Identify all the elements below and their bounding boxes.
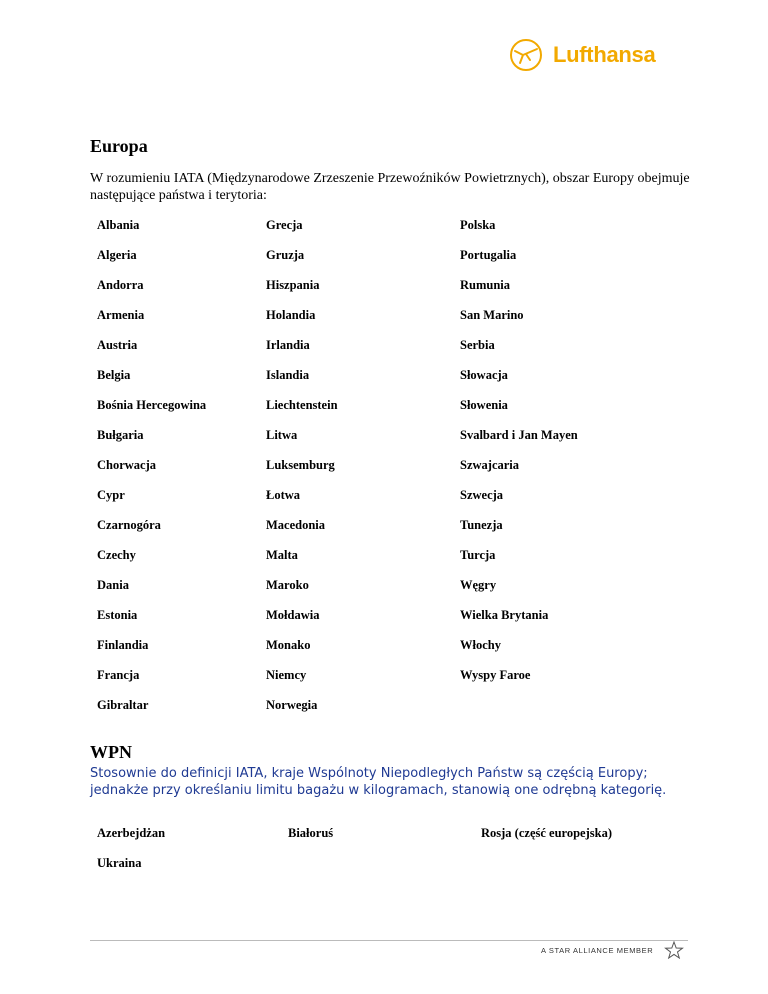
europe-country: Austria [97, 338, 138, 352]
europe-country: Węgry [460, 578, 497, 592]
europe-country: Wyspy Faroe [460, 668, 531, 682]
europe-country: Włochy [460, 638, 501, 652]
europe-country: Algeria [97, 248, 137, 262]
europe-country: Liechtenstein [266, 398, 338, 412]
wpn-description: Stosownie do definicji IATA, kraje Wspólnoty Niepodległych Państw są częścią Europy; jednakże przy określaniu limitu bagażu w kilogramach, stanowią one odrębną kategorię. [90, 766, 667, 798]
europe-country: Estonia [97, 608, 138, 622]
star-alliance-icon [664, 941, 684, 959]
europe-intro: W rozumieniu IATA (Międzynarodowe Zrzeszenie Przewoźników Powietrznych), obszar Europy obejmuje następujące państwa i terytoria: [90, 171, 690, 203]
europe-country: Luksemburg [266, 458, 335, 472]
wpn-country: Białoruś [288, 826, 334, 840]
europe-country: Belgia [97, 368, 131, 382]
europe-country: Bułgaria [97, 428, 144, 442]
wpn-country: Azerbejdżan [97, 826, 166, 840]
europe-country: Grecja [266, 218, 303, 232]
europe-country: Svalbard i Jan Mayen [460, 428, 578, 442]
europe-country: Andorra [97, 278, 144, 292]
europe-country: Finlandia [97, 638, 149, 652]
europe-country: Mołdawia [266, 608, 320, 622]
logo-wordmark: Lufthansa [553, 42, 656, 67]
europe-country: Macedonia [266, 518, 326, 532]
europe-country: San Marino [460, 308, 524, 322]
europe-country: Wielka Brytania [460, 608, 549, 622]
europe-country: Niemcy [266, 668, 307, 682]
europe-country: Hiszpania [266, 278, 320, 292]
europe-country: Bośnia Hercegowina [97, 398, 207, 412]
europe-country: Chorwacja [97, 458, 157, 472]
lufthansa-logo [509, 38, 655, 72]
europe-country: Albania [97, 218, 140, 232]
europe-country: Szwecja [460, 488, 504, 502]
europe-country: Turcja [460, 548, 496, 562]
europe-country: Litwa [266, 428, 298, 442]
footer-divider [90, 940, 688, 941]
europe-country: Norwegia [266, 698, 318, 712]
wpn-heading: WPN [90, 742, 132, 762]
europe-country: Maroko [266, 578, 309, 592]
europe-country: Łotwa [266, 488, 301, 502]
europe-country: Francja [97, 668, 140, 682]
europe-country: Holandia [266, 308, 316, 322]
europe-country: Czarnogóra [97, 518, 161, 532]
europe-country: Polska [460, 218, 496, 232]
europe-country: Czechy [97, 548, 136, 562]
europe-country: Monako [266, 638, 311, 652]
europe-country: Szwajcaria [460, 458, 520, 472]
europe-country: Rumunia [460, 278, 511, 292]
europe-country: Słowacja [460, 368, 508, 382]
europe-country: Cypr [97, 488, 125, 502]
wpn-country: Ukraina [97, 856, 142, 870]
europe-country: Gruzja [266, 248, 305, 262]
crane-logo-icon [509, 38, 543, 72]
europe-country: Serbia [460, 338, 495, 352]
europe-heading: Europa [90, 136, 148, 156]
europe-country: Malta [266, 548, 298, 562]
europe-country: Islandia [266, 368, 310, 382]
europe-country: Irlandia [266, 338, 310, 352]
europe-country: Tunezja [460, 518, 503, 532]
europe-country: Portugalia [460, 248, 517, 262]
europe-country: Słowenia [460, 398, 508, 412]
europe-country: Armenia [97, 308, 145, 322]
europe-country: Dania [97, 578, 129, 592]
europe-country: Gibraltar [97, 698, 149, 712]
star-alliance-text: A STAR ALLIANCE MEMBER [541, 946, 654, 955]
wpn-country: Rosja (część europejska) [481, 826, 612, 840]
